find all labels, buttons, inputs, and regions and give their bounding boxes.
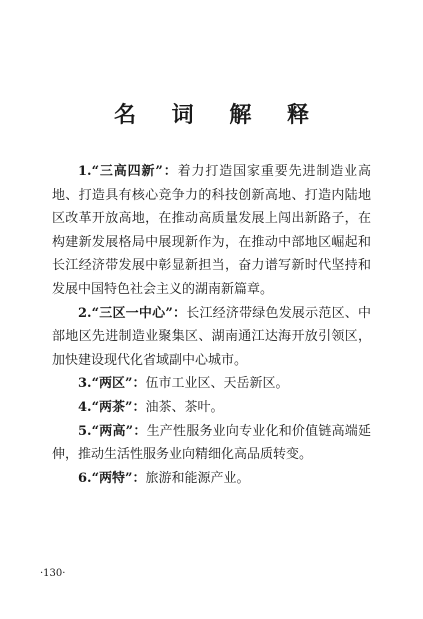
page-number: ·130· [40, 568, 66, 579]
glossary-entry [52, 160, 371, 302]
glossary-definition: 油茶、茶叶。 [145, 399, 224, 415]
glossary-definition: 着力打造国家重要先进制造业高地、打造具有核心竞争力的科技创新高地、打造内陆地区改革开放高地，在推动高质量发展上闯出新路子，在构建新发展格局中展现新作为，在推动中部地区崛起和长江经济带发展中彰显新担当，奋力谱写新时代坚持和发展中国特色社会主义的湖南新篇章。 [52, 164, 371, 297]
glossary-term: 2.“三区一中心”： [78, 305, 187, 321]
glossary-definition: 伍市工业区、天岳新区。 [145, 376, 289, 392]
glossary-term: 1.“三高四新”： [78, 164, 178, 179]
glossary-list [52, 160, 371, 490]
glossary-entry [52, 396, 371, 420]
glossary-term: 4.“两茶”： [78, 399, 146, 415]
glossary-definition: 生产性服务业向专业化和价值链高端延伸，推动生活性服务业向精细化高品质转变。 [52, 423, 371, 463]
glossary-definition: 旅游和能源产业。 [145, 470, 250, 486]
page-title: 名 词 解 释 [114, 102, 323, 128]
glossary-term: 6.“两特”： [78, 470, 146, 486]
glossary-term: 5.“两高”： [78, 423, 147, 439]
glossary-entry [52, 302, 371, 373]
glossary-term: 3.“两区”： [78, 376, 146, 392]
glossary-entry [52, 372, 371, 396]
glossary-entry [52, 467, 371, 491]
glossary-definition: 长江经济带绿色发展示范区、中部地区先进制造业聚集区、湖南通江达海开放引领区，加快建设现代化省域副中心城市。 [52, 305, 371, 368]
glossary-entry [52, 420, 371, 467]
